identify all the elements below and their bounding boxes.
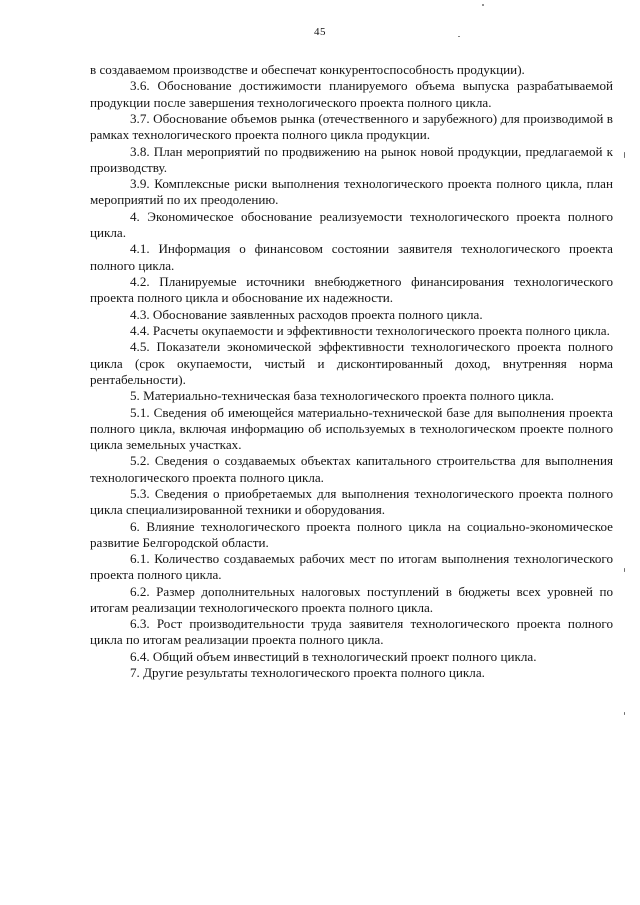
paragraph: 3.8. План мероприятий по продвижению на рынок новой продукции, предлагаемой к производству. [90,143,613,175]
scan-speck [482,4,484,6]
paragraph: 3.9. Комплексные риски выполнения технологического проекта полного цикла, план мероприятий по их преодолению. [90,176,613,208]
paragraph: 6.1. Количество создаваемых рабочих мест по итогам выполнения технологического проекта полного цикла. [90,551,613,583]
paragraph: 6.4. Общий объем инвестиций в технологический проект полного цикла. [130,648,537,664]
paragraph: 6.2. Размер дополнительных налоговых поступлений в бюджеты всех уровней по итогам реализации технологического проекта полного цикла. [90,583,613,615]
scan-speck [624,568,625,572]
paragraph: 3.7. Обоснование объемов рынка (отечественного и зарубежного) для производимой в рамках технологического проекта полного цикла продукции. [90,110,613,143]
document-body [90,62,613,682]
paragraph: 5.1. Сведения об имеющейся материально-технической базе для выполнения проекта полного цикла, включая информацию об используемых в технологическом проекте полного цикла земельных участках. [90,404,613,452]
paragraph: 4.2. Планируемые источники внебюджетного финансирования технологического проекта полного цикла и обоснование их надежности. [90,273,613,306]
section-heading: 4. Экономическое обоснование реализуемости технологического проекта полного цикла. [90,208,613,240]
scan-speck [624,712,625,715]
paragraph: 5.2. Сведения о создаваемых объектах капитального строительства для выполнения технологического проекта полного цикла. [90,453,613,485]
section-heading: 6. Влияние технологического проекта полного цикла на социально-экономическое развитие Белгородской области. [90,518,613,550]
section-heading: 7. Другие результаты технологического проекта полного цикла. [130,665,485,681]
paragraph: 4.4. Расчеты окупаемости и эффективности технологического проекта полного цикла. [130,322,610,338]
scan-speck [624,152,625,158]
paragraph: 4.3. Обоснование заявленных расходов проекта полного цикла. [130,306,483,322]
section-heading: 5. Материально-техническая база технологического проекта полного цикла. [130,388,555,404]
paragraph: 3.6. Обоснование достижимости планируемого объема выпуска разрабатываемой продукции после завершения технологического проекта полного цикла. [90,78,613,110]
paragraph: 6.3. Рост производительности труда заявителя технологического проекта полного цикла по итогам реализации проекта полного цикла. [90,616,613,648]
paragraph: 5.3. Сведения о приобретаемых для выполнения технологического проекта полного цикла специализированной техники и оборудования. [90,485,613,518]
page-number: 45 [314,26,326,38]
scan-speck [458,36,460,37]
paragraph: 4.1. Информация о финансовом состоянии заявителя технологического проекта полного цикла. [90,241,613,273]
paragraph: 4.5. Показатели экономической эффективности технологического проекта полного цикла (срок окупаемости, чистый и дисконтированный доход, внутренняя норма рентабельности). [90,339,613,387]
paragraph: в создаваемом производстве и обеспечат конкурентоспособность продукции). [90,62,525,77]
